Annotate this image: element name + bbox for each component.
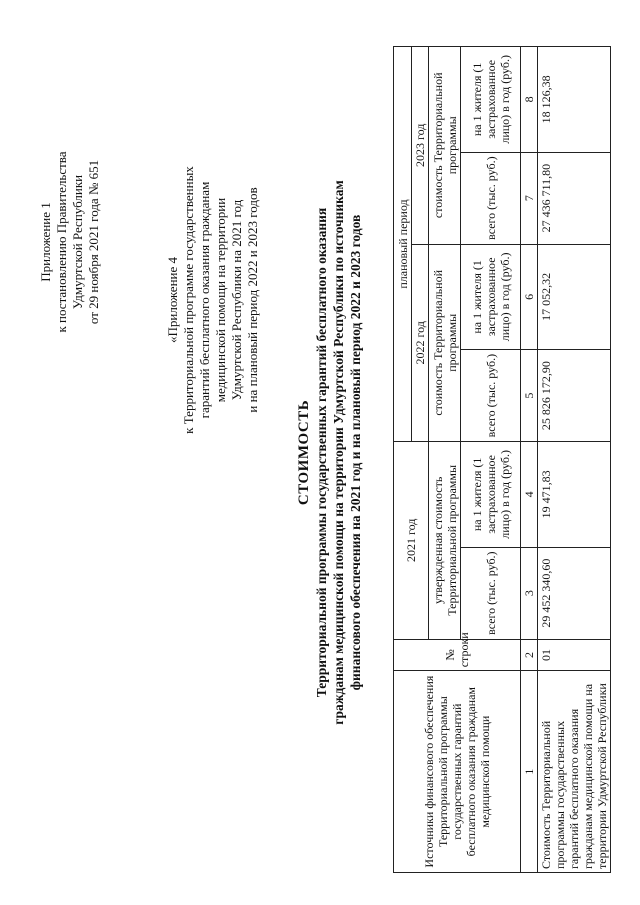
approval-line: от 29 ноября 2021 года № 651 xyxy=(86,159,101,325)
column-number: 4 xyxy=(521,442,538,548)
appendix-line: гарантий бесплатного оказания гражданам xyxy=(197,181,212,419)
appendix-block xyxy=(165,110,261,490)
header-cost-2022: стоимость Территориальной программы xyxy=(429,244,461,442)
approval-line: Приложение 1 xyxy=(38,202,53,282)
header-row-no: № строки xyxy=(394,639,521,671)
title-line: финансового обеспечения на 2021 год и на плановый период 2022 и 2023 годов xyxy=(348,214,363,691)
header-approved-cost: утвержденная стоимость Территориальной программы xyxy=(429,442,461,640)
title-line: гражданам медицинской помощи на территории Удмуртской Республики по источникам xyxy=(331,180,346,725)
header-year-2022: 2022 год xyxy=(412,244,429,442)
column-number: 7 xyxy=(521,152,538,244)
header-per-resident-2021: на 1 жителя (1 застрахованное лицо) в год (руб.) xyxy=(461,442,521,548)
approval-line: к постановлению Правительства xyxy=(54,151,69,333)
cost-table xyxy=(393,46,611,873)
header-planned-period: плановый период xyxy=(394,47,412,442)
column-number: 2 xyxy=(521,639,538,671)
column-number: 1 xyxy=(521,671,538,873)
document-title xyxy=(296,0,364,905)
header-year-2021: 2021 год xyxy=(394,442,429,640)
appendix-line: медицинской помощи на территории xyxy=(213,197,228,403)
appendix-line: и на плановый период 2022 и 2023 годов xyxy=(245,187,260,413)
column-number: 5 xyxy=(521,350,538,442)
header-total-2022: всего (тыс. руб.) xyxy=(461,350,521,442)
header-per-resident-2023: на 1 жителя (1 застрахованное лицо) в год (руб.) xyxy=(461,47,521,153)
header-total-2021: всего (тыс. руб.) xyxy=(461,547,521,639)
cell-total-2023: 27 436 711,80 xyxy=(538,152,611,244)
approval-line: Удмуртской Республики xyxy=(70,174,85,310)
header-total-2023: всего (тыс. руб.) xyxy=(461,152,521,244)
cell-per-resident-2022: 17 052,32 xyxy=(538,244,611,350)
cell-total-2021: 29 452 340,60 xyxy=(538,547,611,639)
approval-block xyxy=(38,92,102,392)
cell-per-resident-2023: 18 126,38 xyxy=(538,47,611,153)
table-row xyxy=(538,47,611,873)
column-number: 6 xyxy=(521,244,538,350)
row-label: Стоимость Территориальной программы государственных гарантий бесплатного оказания гражданам медицинской помощи на территории Удмуртской Республики xyxy=(538,671,611,873)
header-cost-2023: стоимость Территориальной программы xyxy=(429,47,461,245)
column-number: 8 xyxy=(521,47,538,153)
column-number: 3 xyxy=(521,547,538,639)
cell-per-resident-2021: 19 471,83 xyxy=(538,442,611,548)
appendix-line: «Приложение 4 xyxy=(165,256,180,344)
row-number: 01 xyxy=(538,639,611,671)
header-year-2023: 2023 год xyxy=(412,47,429,245)
header-source: Источники финансового обеспечения Территориальной программы государственных гарантий бесплатного оказания гражданам медицинской помощи xyxy=(394,671,521,873)
appendix-line: Удмуртской Республики на 2021 год xyxy=(229,199,244,401)
cell-total-2022: 25 826 172,90 xyxy=(538,350,611,442)
header-per-resident-2022: на 1 жителя (1 застрахованное лицо) в год (руб.) xyxy=(461,244,521,350)
appendix-line: к Территориальной программе государственных xyxy=(181,166,196,434)
title-line: Территориальной программы государственных гарантий бесплатного оказания xyxy=(314,207,329,698)
title-main: СТОИМОСТЬ xyxy=(296,399,312,506)
